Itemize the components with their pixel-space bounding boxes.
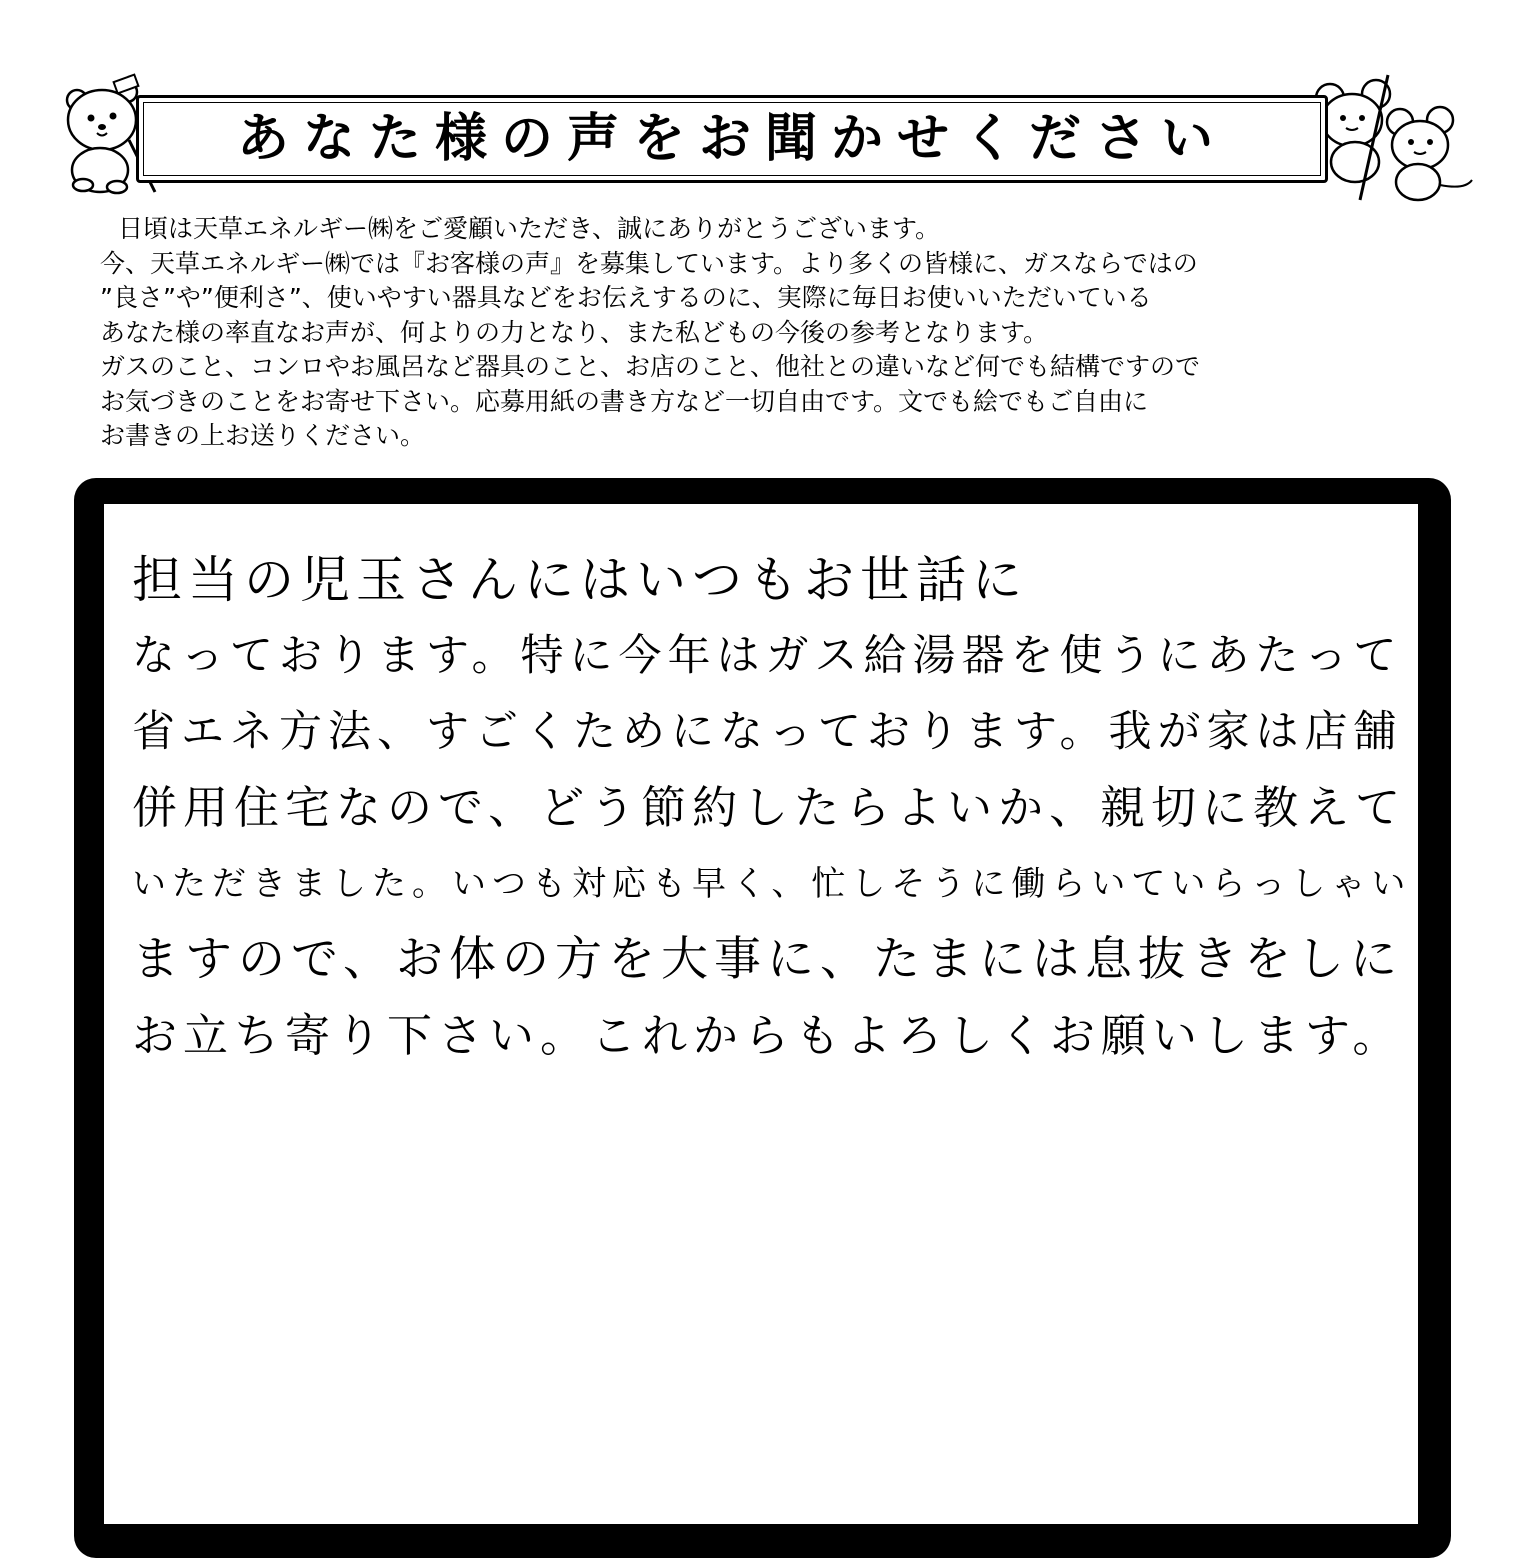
intro-line: お気づきのことをお寄せ下さい。応募用紙の書き方など一切自由です。文でも絵でもご自由に (100, 386, 1149, 416)
response-line: お立ち寄り下さい。これからもよろしくお願いします。 (132, 1009, 1404, 1062)
handwritten-response (132, 542, 1422, 1074)
response-line: なっております。特に今年はガス給湯器を使うにあたって (132, 631, 1403, 681)
intro-line: 今、天草エネルギー㈱では『お客様の声』を募集しています。より多くの皆様に、ガスならではの (100, 248, 1198, 278)
intro-line: あなた様の率直なお声が、何よりの力となり、また私どもの今後の参考となります。 (100, 317, 1049, 347)
intro-line: お書きの上お送りください。 (100, 421, 426, 450)
intro-line: ガスのこと、コンロやお風呂など器具のこと、お店のこと、他社との違いなど何でも結構ですので (100, 352, 1201, 381)
page-title: あなた様の声をお聞かせください (236, 109, 1227, 169)
response-line: ますので、お体の方を大事に、たまには息抜きをしに (132, 932, 1404, 987)
response-line: 担当の児玉さんにはいつもお世話に (132, 551, 1028, 609)
response-line: いただきました。いつも対応も早く、忙しそうに働らいていらっしゃい (132, 864, 1412, 904)
response-frame (74, 478, 1451, 1558)
response-line: 併用住宅なので、どう節約したらよいか、親切に教えて (132, 781, 1407, 834)
intro-text (100, 212, 1460, 454)
intro-line: ”良さ”や”便利さ”、使いやすい器具などをお伝えするのに、実際に毎日お使いいただいている (100, 283, 1152, 312)
title-banner (136, 95, 1328, 183)
response-line: 省エネ方法、すごくためになっております。我が家は店舗 (132, 707, 1403, 757)
intro-line: 日頃は天草エネルギー㈱をご愛顧いただき、誠にありがとうございます。 (118, 214, 941, 243)
response-area (104, 504, 1418, 1524)
